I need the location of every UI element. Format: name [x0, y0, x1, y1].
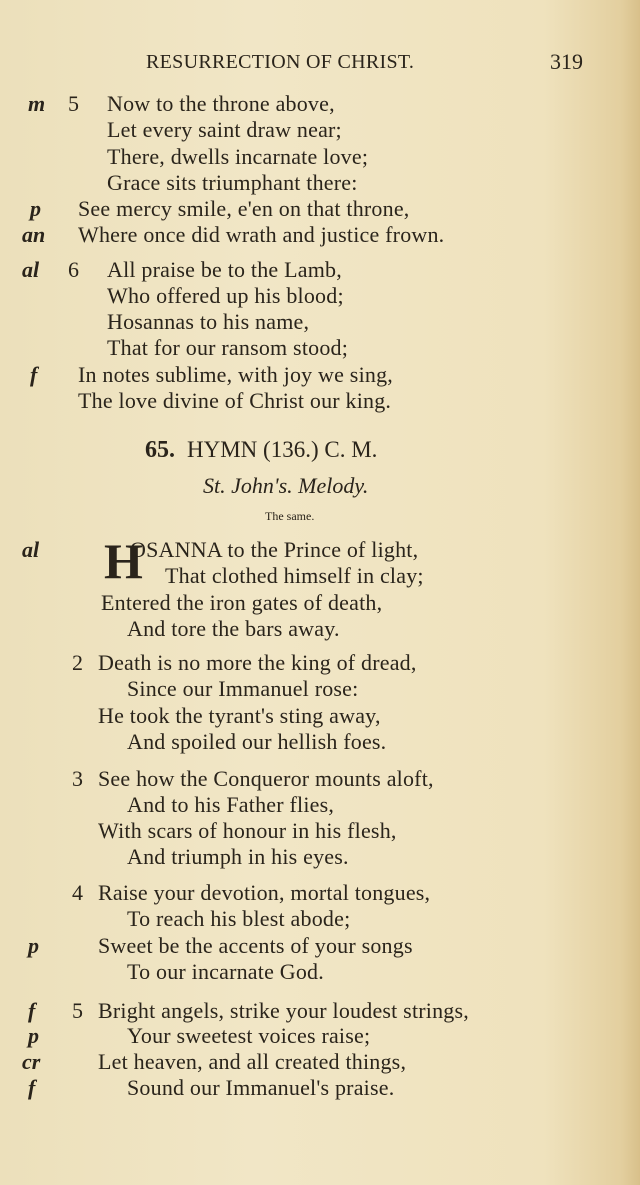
verse-line: The love divine of Christ our king.	[78, 388, 392, 413]
verse-line: Since our Immanuel rose:	[127, 676, 359, 701]
verse-line: Hosannas to his name,	[107, 309, 310, 334]
verse-line: Let heaven, and all created things,	[98, 1049, 407, 1074]
verse-line: And to his Father flies,	[127, 792, 335, 817]
verse-line: In notes sublime, with joy we sing,	[78, 362, 393, 387]
verse-line: To our incarnate God.	[127, 959, 324, 984]
stanza-number: 3	[72, 766, 83, 791]
verse-line: That for our ransom stood;	[107, 335, 349, 360]
verse-line: Bright angels, strike your loudest strings,	[98, 998, 469, 1023]
stanza-number: 6	[68, 257, 79, 282]
verse-line: Sweet be the accents of your songs	[98, 933, 413, 958]
dynamic-mark: cr	[22, 1049, 41, 1074]
dynamic-mark: an	[22, 222, 46, 247]
dynamic-mark: p	[30, 196, 41, 221]
verse-line: Now to the throne above,	[107, 91, 335, 116]
verse-line: Sound our Immanuel's praise.	[127, 1075, 395, 1100]
verse-line: Who offered up his blood;	[107, 283, 344, 308]
verse-line: There, dwells incarnate love;	[107, 144, 369, 169]
hymn-heading	[145, 438, 377, 462]
stanza-number: 5	[68, 91, 79, 116]
hymn-note: The same.	[265, 509, 315, 523]
verse-line: See mercy smile, e'en on that throne,	[78, 196, 410, 221]
verse-line: And triumph in his eyes.	[127, 844, 349, 869]
hymn-tune: St. John's. Melody.	[203, 473, 369, 498]
verse-line: All praise be to the Lamb,	[107, 257, 342, 282]
verse-line: See how the Conqueror mounts aloft,	[98, 766, 434, 791]
drop-cap: H	[104, 533, 143, 589]
verse-line: He took the tyrant's sting away,	[98, 703, 381, 728]
hymn-number: 65.	[145, 437, 175, 463]
dynamic-mark: p	[28, 1023, 39, 1048]
dynamic-mark: f	[28, 1075, 36, 1100]
dynamic-mark: f	[30, 362, 38, 387]
stanza-number: 4	[72, 880, 83, 905]
running-title: RESURRECTION OF CHRIST.	[146, 51, 415, 73]
verse-line: Let every saint draw near;	[107, 117, 342, 142]
dynamic-mark: p	[28, 933, 39, 958]
dynamic-mark: m	[28, 91, 46, 116]
dynamic-mark: f	[28, 998, 36, 1023]
verse-line: That clothed himself in clay;	[165, 563, 424, 588]
verse-line: Entered the iron gates of death,	[101, 590, 383, 615]
stanza-number: 5	[72, 998, 83, 1023]
verse-line: Your sweetest voices raise;	[127, 1023, 371, 1048]
page-number: 319	[550, 49, 583, 74]
verse-line: With scars of honour in his flesh,	[98, 818, 397, 843]
verse-line: Raise your devotion, mortal tongues,	[98, 880, 431, 905]
hymn-title: HYMN (136.) C. M.	[187, 437, 378, 462]
verse-line: Where once did wrath and justice frown.	[78, 222, 445, 247]
verse-line: Grace sits triumphant there:	[107, 170, 358, 195]
dynamic-mark: al	[22, 257, 40, 282]
verse-line: And spoiled our hellish foes.	[127, 729, 387, 754]
verse-line: OSANNA to the Prince of light,	[130, 537, 419, 562]
verse-line: And tore the bars away.	[127, 616, 340, 641]
verse-line: To reach his blest abode;	[127, 906, 351, 931]
stanza-number: 2	[72, 650, 83, 675]
dynamic-mark: al	[22, 537, 40, 562]
verse-line: Death is no more the king of dread,	[98, 650, 417, 675]
